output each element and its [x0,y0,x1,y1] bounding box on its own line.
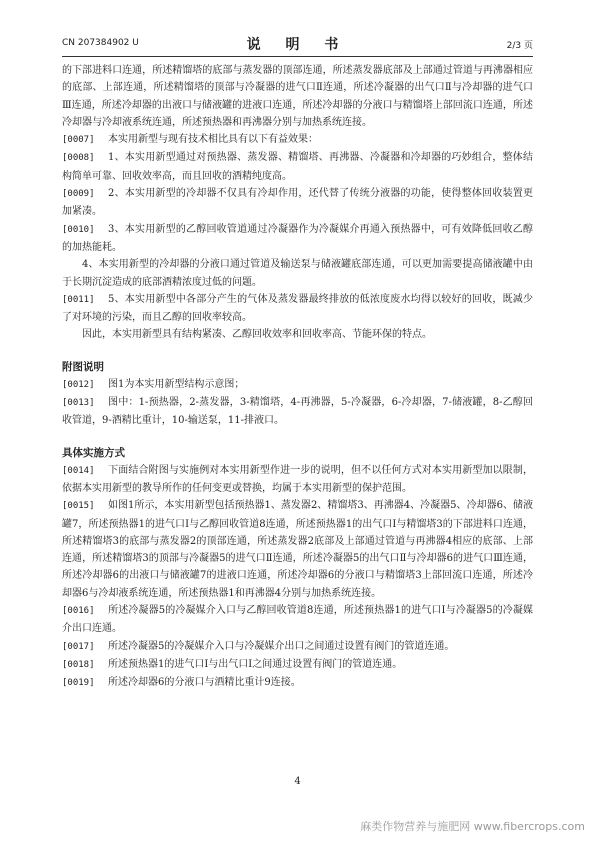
document-body [62,62,533,693]
watermark: 麻类作物营养与施肥网 www.fibercrops.com [360,820,585,833]
paragraph-tag: [0016] [62,606,95,617]
paragraph-tag: [0017] [62,641,95,652]
paragraph-tag: [0014] [62,465,95,476]
paragraph-tag: [0011] [62,294,95,305]
paragraph-tag: [0013] [62,398,95,409]
paragraph-0014 [62,462,533,498]
paragraph-text: 2、本实用新型的冷却器不仅具有冷却作用，还代替了传统分液器的功能，使得整体回收装置更加紧凑。 [62,188,533,218]
paragraph-tag: [0018] [62,659,95,670]
paragraph-0015 [62,497,533,602]
page-number: 4 [294,776,301,787]
paragraph-0013 [62,394,533,430]
paragraph-0011 [62,291,533,327]
paragraph [62,326,533,343]
paragraph-0016 [62,602,533,638]
paragraph-text: 4、本实用新型的冷却器的分液口通过管道及输送泵与储液罐底部连通，可以更加需要提高储液罐中由于长期沉淀造成的底部酒精浓度过低的问题。 [62,259,533,288]
paragraph-text: 本实用新型与现有技术相比具有以下有益效果： [108,134,318,146]
page-indicator: 2/3 页 [506,41,533,51]
paragraph-tag: [0012] [62,379,95,390]
document-title: 说 明 书 [246,37,349,53]
paragraph-text: 下面结合附图与实施例对本实用新型作进一步的说明，但不以任何方式对本实用新型加以限制，依据本实用新型的教导所作的任何变更或替换，均属于本实用新型的保护范围。 [62,464,533,494]
paragraph-text: 如图1所示，本实用新型包括预热器1、蒸发器2、精馏塔3、再沸器4、冷凝器5、冷却器6、储液罐7，所述预热器1的进气口Ⅰ与乙醇回收管道8连通，所述预热器1的出气口Ⅰ与精馏塔3的下部进料口连通，所述精馏塔3的底部与蒸发器2的顶部连通，所述蒸发器2底部及上部通过管道与再沸器4相应的底部、上部连通，所述精馏塔3的顶部与冷凝器5的进气口Ⅱ连通，所述冷凝器5的出气口Ⅱ与冷却器6的进气口Ⅲ连通，所述冷却器6的出液口与储液罐7的进液口连通，所述冷却器6的分液口与精馏塔3上部回流口连通，所述冷却器6与冷却液系统连通，所述预热器1和再沸器4分别与加热系统连接。 [62,500,533,599]
paragraph-tag: [0015] [62,501,95,512]
paragraph-text: 3、本实用新型的乙醇回收管道通过冷凝器作为冷凝媒介再通入预热器中，可有效降低回收乙醇的加热能耗。 [62,223,533,253]
paragraph-0007 [62,131,533,149]
paragraph-0009 [62,185,533,221]
paragraph [62,62,533,131]
paragraph-text: 1、本实用新型通过对预热器、蒸发器、精馏塔、再沸器、冷凝器和冷却器的巧妙组合，整体结构简单可靠、回收效率高，而且回收的酒精纯度高。 [62,152,533,182]
patent-number: CN 207384902 U [62,38,139,48]
paragraph-text: 5、本实用新型中各部分产生的气体及蒸发器最终排放的低浓度废水均得以较好的回收，既减少了对环境的污染，而且乙醇的回收率较高。 [62,293,533,324]
paragraph-text: 所述预热器1的进气口Ⅰ与出气口Ⅰ之间通过设置有阀门的管道连通。 [108,658,403,670]
paragraph-0019 [62,674,533,692]
paragraph-0010 [62,221,533,257]
paragraph-0018 [62,656,533,674]
paragraph-text: 所述冷凝器5的冷凝媒介入口与冷凝媒介出口之间通过设置有阀门的管道连通。 [108,640,455,652]
paragraph-text: 图中：1-预热器，2-蒸发器，3-精馏塔，4-再沸器，5-冷凝器，6-冷却器，7-储液罐，8-乙醇回收管道，9-酒精比重计，10-输送泵，11-排液口。 [62,397,533,427]
paragraph-tag: [0009] [62,189,95,200]
paragraph-tag: [0007] [62,135,95,146]
paragraph-tag: [0008] [62,153,95,164]
paragraph-0008 [62,149,533,185]
paragraph-text: 的下部进料口连通，所述精馏塔的底部与蒸发器的顶部连通，所述蒸发器底部及上部通过管道与再沸器相应的底部、上部连通，所述精馏塔的顶部与冷凝器的进气口Ⅱ连通，所述冷凝器的出气口Ⅱ与冷却器的进气口Ⅲ连通，所述冷却器的出液口与储液罐的进液口连通，所述冷却器的分液口与精馏塔上部回流口连通，所述冷却器与冷却液系统连通，所述预热器和再沸器分别与加热系统连接。 [62,65,533,128]
paragraph-tag: [0019] [62,678,95,689]
paragraph-text: 所述冷却器6的分液口与酒精比重计9连接。 [108,677,301,689]
paragraph-text: 因此，本实用新型具有结构紧凑、乙醇回收效率和回收率高、节能环保的特点。 [82,329,432,341]
paragraph [62,256,533,291]
paragraph-text: 所述冷凝器5的冷凝媒介入口与乙醇回收管道8连通，所述预热器1的进气口Ⅰ与冷凝器5的冷凝媒介出口连通。 [62,605,533,635]
section-heading-embodiment: 具体实施方式 [62,446,125,459]
paragraph-0017 [62,638,533,656]
paragraph-text: 图1为本实用新型结构示意图； [108,378,245,390]
header-rule [62,56,533,57]
page-header [62,34,533,54]
section-heading-figures: 附图说明 [62,360,104,373]
paragraph-tag: [0010] [62,224,95,235]
paragraph-0012 [62,376,533,394]
